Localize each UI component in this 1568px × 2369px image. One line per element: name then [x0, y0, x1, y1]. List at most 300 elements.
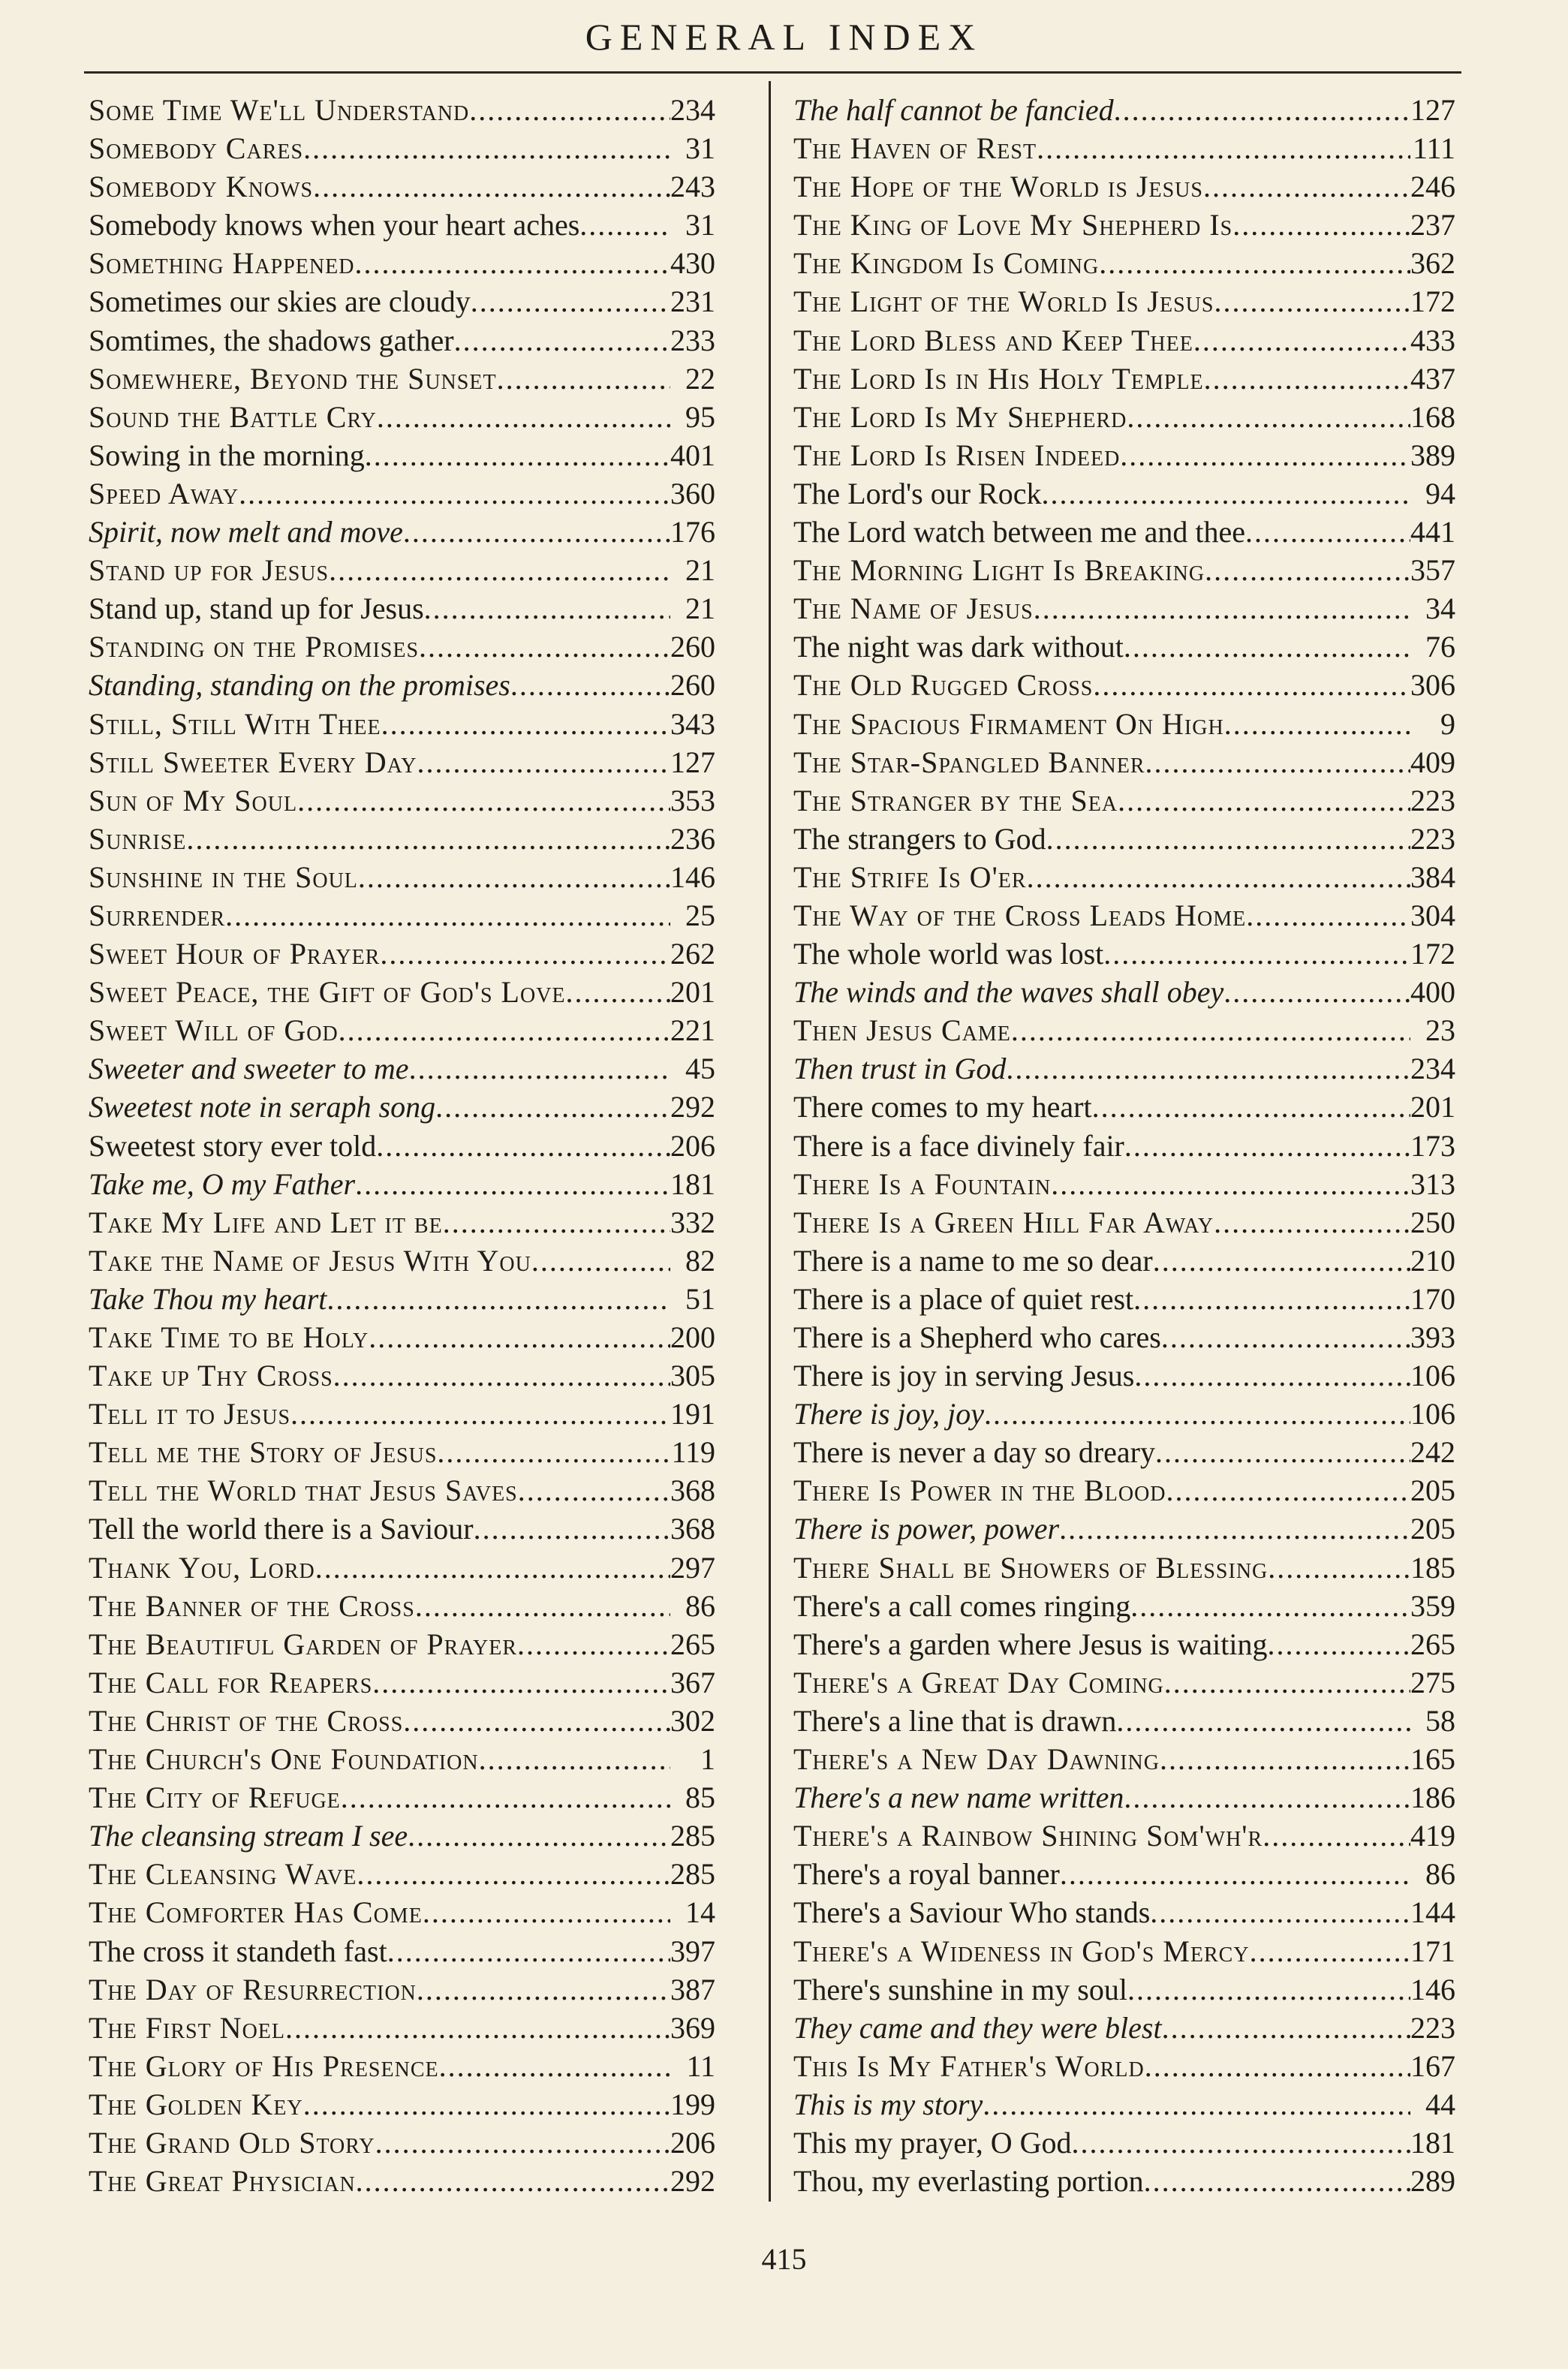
dot-leader [983, 2085, 1410, 2124]
entry-title: The Morning Light Is Breaking [793, 553, 1205, 588]
index-entry [89, 1127, 715, 1165]
entry-title: The Lord Is in His Holy Temple [793, 361, 1204, 396]
dot-leader [1124, 1127, 1410, 1165]
entry-title: Somebody Knows [89, 170, 314, 204]
index-entry [89, 1778, 715, 1817]
entry-title: There Is Power in the Blood [793, 1473, 1166, 1508]
entry-page-number: 31 [685, 208, 715, 242]
dot-leader [1232, 206, 1410, 244]
entry-page-number: 332 [670, 1205, 715, 1239]
dot-leader [1250, 1932, 1410, 1970]
entry-title: Take up Thy Cross [89, 1359, 333, 1393]
dot-leader [365, 436, 670, 474]
entry-title: The winds and the waves shall obey [793, 975, 1224, 1010]
index-entry [89, 1587, 715, 1625]
entry-page-number: 181 [670, 1166, 715, 1201]
dot-leader [1114, 91, 1410, 129]
dot-leader [1145, 743, 1410, 781]
index-entry [793, 1203, 1455, 1242]
entry-page-number: 21 [685, 591, 715, 626]
index-entry [89, 513, 715, 551]
index-entry [793, 2162, 1455, 2200]
index-entry [89, 282, 715, 321]
dot-leader [1060, 1855, 1410, 1893]
dot-leader [1205, 551, 1410, 589]
dot-leader [387, 1932, 670, 1970]
index-entry [793, 321, 1455, 360]
index-entry [793, 1510, 1455, 1548]
index-entry [793, 1855, 1455, 1893]
entry-title: There is a face divinely fair [793, 1128, 1124, 1163]
entry-page-number: 206 [670, 2125, 715, 2160]
index-entry [89, 398, 715, 436]
dot-leader [1268, 1549, 1410, 1587]
entry-page-number: 367 [670, 1665, 715, 1699]
entry-title: Sweet Peace, the Gift of God's Love [89, 975, 566, 1010]
entry-title: Sowing in the morning [89, 438, 365, 472]
index-entry [793, 1127, 1455, 1165]
entry-title: The King of Love My Shepherd Is [793, 208, 1233, 242]
dot-leader [1155, 1433, 1410, 1471]
entry-page-number: 146 [670, 859, 715, 894]
index-entry [89, 973, 715, 1011]
index-entry [793, 1280, 1455, 1318]
dot-leader [1103, 935, 1410, 973]
entry-title: Somebody knows when your heart aches [89, 208, 580, 242]
entry-page-number: 285 [670, 1819, 715, 1853]
entry-title: The Church's One Foundation [89, 1742, 479, 1777]
index-entry [793, 91, 1455, 129]
entry-title: The Way of the Cross Leads Home [793, 898, 1247, 932]
entry-title: This is my story [793, 2087, 983, 2121]
dot-leader [1161, 1318, 1410, 1356]
index-entry [89, 896, 715, 935]
entry-page-number: 86 [1425, 1857, 1455, 1892]
entry-page-number: 186 [1410, 1781, 1455, 1815]
dot-leader [1246, 896, 1410, 935]
dot-leader [408, 1817, 670, 1855]
dot-leader [1134, 1356, 1410, 1395]
entry-page-number: 200 [670, 1320, 715, 1354]
dot-leader [1164, 1663, 1410, 1702]
entry-title: The half cannot be fancied [793, 93, 1114, 127]
entry-page-number: 76 [1425, 630, 1455, 664]
index-entry [89, 1702, 715, 1740]
entry-page-number: 9 [1440, 706, 1455, 741]
dot-leader [474, 1510, 670, 1548]
entry-page-number: 119 [671, 1435, 715, 1470]
index-entry [793, 1011, 1455, 1049]
dot-leader [443, 1203, 670, 1242]
dot-leader [341, 1778, 670, 1817]
index-entry [793, 705, 1455, 743]
entry-title: Sunshine in the Soul [89, 859, 358, 894]
index-entry [793, 1625, 1455, 1663]
page-number: 415 [761, 2242, 807, 2276]
index-entry [89, 1549, 715, 1587]
index-entry [793, 666, 1455, 704]
entry-page-number: 82 [685, 1243, 715, 1278]
index-entry [793, 1702, 1455, 1740]
index-entry [89, 2047, 715, 2085]
entry-page-number: 231 [670, 284, 715, 319]
index-entry [793, 1242, 1455, 1280]
index-entry [793, 1049, 1455, 1088]
entry-title: The Lord Is My Shepherd [793, 399, 1127, 434]
index-column-right [793, 91, 1455, 2200]
dot-leader [479, 1740, 670, 1778]
entry-title: There is a name to me so dear [793, 1243, 1153, 1278]
entry-page-number: 242 [1410, 1435, 1455, 1470]
entry-page-number: 265 [670, 1627, 715, 1661]
entry-title: Tell the world there is a Saviour [89, 1512, 474, 1546]
index-entry [89, 781, 715, 820]
entry-page-number: 45 [685, 1052, 715, 1086]
dot-leader [1224, 705, 1410, 743]
entry-title: The Lord Bless and Keep Thee [793, 323, 1193, 357]
dot-leader [376, 1127, 670, 1165]
entry-page-number: 191 [670, 1397, 715, 1431]
entry-title: The cleansing stream I see [89, 1819, 408, 1853]
header-rule [84, 71, 1461, 74]
dot-leader [566, 973, 670, 1011]
dot-leader [437, 1433, 670, 1471]
entry-title: There's a Great Day Coming [793, 1665, 1164, 1699]
entry-title: Sweet Hour of Prayer [89, 937, 381, 971]
dot-leader [1150, 1893, 1410, 1931]
index-entry [793, 935, 1455, 973]
entry-title: Sweetest story ever told [89, 1128, 377, 1163]
index-entry [793, 1549, 1455, 1587]
entry-title: The Cleansing Wave [89, 1857, 357, 1892]
dot-leader [417, 743, 670, 781]
entry-page-number: 210 [1410, 1243, 1455, 1278]
entry-title: Stand up for Jesus [89, 553, 330, 588]
dot-leader [372, 1663, 670, 1702]
entry-page-number: 14 [685, 1895, 715, 1930]
entry-title: The cross it standeth fast [89, 1934, 387, 1968]
entry-page-number: 250 [1410, 1205, 1455, 1239]
entry-title: There's a new name written [793, 1781, 1124, 1815]
entry-title: There is a place of quiet rest [793, 1281, 1134, 1316]
entry-page-number: 223 [1410, 2010, 1455, 2045]
entry-page-number: 389 [1410, 438, 1455, 472]
entry-page-number: 359 [1410, 1588, 1455, 1623]
index-entry [89, 2085, 715, 2124]
entry-page-number: 127 [1410, 93, 1455, 127]
entry-title: The Spacious Firmament On High [793, 706, 1224, 741]
entry-page-number: 51 [685, 1281, 715, 1316]
entry-title: Stand up, stand up for Jesus [89, 591, 424, 626]
entry-page-number: 201 [1410, 1090, 1455, 1124]
index-entry [793, 1587, 1455, 1625]
dot-leader [1099, 244, 1410, 282]
entry-page-number: 58 [1425, 1703, 1455, 1738]
entry-title: There is a Shepherd who cares [793, 1320, 1161, 1354]
entry-title: Sometimes our skies are cloudy [89, 284, 471, 319]
index-entry [89, 1510, 715, 1548]
dot-leader [1059, 1510, 1410, 1548]
index-entry [89, 705, 715, 743]
entry-page-number: 360 [670, 476, 715, 510]
entry-page-number: 22 [685, 361, 715, 396]
entry-page-number: 246 [1410, 170, 1455, 204]
dot-leader [1118, 781, 1410, 820]
dot-leader [510, 666, 670, 704]
entry-title: There comes to my heart [793, 1090, 1092, 1124]
index-entry [793, 1893, 1455, 1931]
dot-leader [329, 551, 670, 589]
index-entry [89, 858, 715, 896]
entry-page-number: 292 [670, 2164, 715, 2199]
entry-title: Still Sweeter Every Day [89, 745, 417, 779]
entry-page-number: 223 [1410, 821, 1455, 856]
index-entry [793, 1088, 1455, 1126]
dot-leader [380, 935, 670, 973]
index-entry [89, 2124, 715, 2162]
entry-title: There's a call comes ringing [793, 1588, 1131, 1623]
index-entry [793, 474, 1455, 513]
index-entry [793, 167, 1455, 206]
index-entry [793, 129, 1455, 167]
entry-page-number: 343 [670, 706, 715, 741]
dot-leader [1034, 589, 1410, 628]
entry-page-number: 170 [1410, 1281, 1455, 1316]
entry-title: The City of Refuge [89, 1781, 341, 1815]
entry-page-number: 292 [670, 1090, 715, 1124]
entry-title: Surrender [89, 898, 226, 932]
entry-title: There's a Saviour Who stands [793, 1895, 1151, 1930]
entry-title: There's a New Day Dawning [793, 1742, 1160, 1777]
entry-page-number: 400 [1410, 975, 1455, 1010]
entry-page-number: 199 [670, 2087, 715, 2121]
entry-page-number: 86 [685, 1588, 715, 1623]
index-entry [793, 628, 1455, 666]
dot-leader [469, 91, 670, 129]
dot-leader [285, 2009, 670, 2047]
index-entry [89, 1049, 715, 1088]
dot-leader [403, 1702, 670, 1740]
entry-title: They came and they were blest [793, 2010, 1162, 2045]
entry-page-number: 260 [670, 630, 715, 664]
entry-page-number: 401 [670, 438, 715, 472]
entry-page-number: 237 [1410, 208, 1455, 242]
entry-title: The Haven of Rest [793, 131, 1037, 166]
index-entry [89, 1242, 715, 1280]
entry-title: There's a garden where Jesus is waiting [793, 1627, 1268, 1661]
dot-leader [375, 2124, 670, 2162]
entry-page-number: 167 [1410, 2048, 1455, 2083]
index-entry [89, 1893, 715, 1931]
entry-page-number: 205 [1410, 1473, 1455, 1508]
dot-leader [423, 1893, 670, 1931]
dot-leader [1166, 1471, 1410, 1510]
index-entry [89, 129, 715, 167]
dot-leader [1162, 2009, 1410, 2047]
index-entry [793, 2009, 1455, 2047]
entry-title: There Shall be Showers of Blessing [793, 1550, 1269, 1585]
entry-title: There is joy in serving Jesus [793, 1359, 1135, 1393]
dot-leader [377, 398, 670, 436]
entry-title: The Stranger by the Sea [793, 783, 1118, 817]
dot-leader [290, 1395, 670, 1433]
index-entry [89, 1855, 715, 1893]
index-entry [89, 666, 715, 704]
index-entry [793, 1395, 1455, 1433]
entry-title: Standing, standing on the promises [89, 668, 510, 703]
index-entry [89, 1817, 715, 1855]
entry-title: Speed Away [89, 476, 239, 510]
entry-page-number: 368 [670, 1512, 715, 1546]
index-column-left [89, 91, 715, 2200]
entry-title: The Strife Is O'er [793, 859, 1027, 894]
entry-title: The First Noel [89, 2010, 285, 2045]
index-entry [89, 1663, 715, 1702]
index-entry [793, 743, 1455, 781]
index-entry [89, 206, 715, 244]
dot-leader [1027, 858, 1410, 896]
dot-leader [403, 513, 670, 551]
index-entry [89, 743, 715, 781]
index-entry [89, 1318, 715, 1356]
dot-leader [435, 1088, 670, 1126]
index-entry [89, 589, 715, 628]
index-entry [89, 2009, 715, 2047]
entry-title: Take me, O my Father [89, 1166, 356, 1201]
entry-page-number: 165 [1410, 1742, 1455, 1777]
entry-title: Something Happened [89, 246, 355, 281]
dot-leader [225, 896, 670, 935]
dot-leader [439, 2047, 670, 2085]
entry-page-number: 430 [670, 246, 715, 281]
index-entry [793, 2085, 1455, 2124]
entry-page-number: 234 [670, 93, 715, 127]
index-entry [89, 1970, 715, 2009]
entry-page-number: 25 [685, 898, 715, 932]
dot-leader [381, 705, 670, 743]
entry-page-number: 441 [1410, 515, 1455, 549]
entry-page-number: 144 [1410, 1895, 1455, 1930]
entry-title: Somebody Cares [89, 131, 304, 166]
column-divider [769, 81, 771, 2202]
index-entry [89, 1471, 715, 1510]
entry-title: The whole world was lost [793, 937, 1104, 971]
dot-leader [358, 858, 670, 896]
entry-page-number: 289 [1410, 2164, 1455, 2199]
index-entry [793, 1970, 1455, 2009]
entry-title: Take Time to be Holy [89, 1320, 369, 1354]
dot-leader [1127, 1970, 1410, 2009]
entry-title: The strangers to God [793, 821, 1046, 856]
entry-page-number: 171 [1410, 1934, 1455, 1968]
entry-title: There's a royal banner [793, 1857, 1060, 1892]
entry-page-number: 172 [1410, 284, 1455, 319]
entry-page-number: 275 [1410, 1665, 1455, 1699]
dot-leader [1214, 282, 1410, 321]
entry-title: There Is a Green Hill Far Away [793, 1205, 1214, 1239]
entry-title: The night was dark without [793, 630, 1124, 664]
entry-title: There Is a Fountain [793, 1166, 1052, 1201]
entry-title: Then Jesus Came [793, 1013, 1011, 1048]
dot-leader [333, 1356, 670, 1395]
entry-page-number: 168 [1410, 399, 1455, 434]
entry-page-number: 106 [1410, 1397, 1455, 1431]
entry-page-number: 306 [1410, 668, 1455, 703]
entry-title: There's a line that is drawn [793, 1703, 1117, 1738]
entry-title: Thank You, Lord [89, 1550, 315, 1585]
entry-page-number: 297 [670, 1550, 715, 1585]
entry-page-number: 95 [685, 399, 715, 434]
entry-page-number: 362 [1410, 246, 1455, 281]
dot-leader [313, 167, 670, 206]
dot-leader [356, 2162, 670, 2200]
entry-page-number: 260 [670, 668, 715, 703]
dot-leader [1203, 167, 1410, 206]
index-entry [793, 1318, 1455, 1356]
entry-title: Some Time We'll Understand [89, 93, 470, 127]
entry-title: The Light of the World Is Jesus [793, 284, 1214, 319]
entry-title: Tell it to Jesus [89, 1397, 291, 1431]
entry-title: There is joy, joy [793, 1397, 985, 1431]
index-entry [89, 436, 715, 474]
dot-leader [1133, 1280, 1410, 1318]
index-entry [89, 167, 715, 206]
entry-page-number: 368 [670, 1473, 715, 1508]
entry-title: The Kingdom Is Coming [793, 246, 1100, 281]
entry-title: Take the Name of Jesus With You [89, 1243, 531, 1278]
entry-title: This my prayer, O God [793, 2125, 1072, 2160]
entry-title: Somewhere, Beyond the Sunset [89, 361, 497, 396]
entry-title: Then trust in God [793, 1052, 1007, 1086]
dot-leader [327, 1280, 670, 1318]
dot-leader [1124, 628, 1410, 666]
entry-title: Still, Still With Thee [89, 706, 381, 741]
index-entry [89, 551, 715, 589]
entry-title: The Name of Jesus [793, 591, 1034, 626]
entry-page-number: 369 [670, 2010, 715, 2045]
index-entry [89, 1011, 715, 1049]
index-entry [793, 436, 1455, 474]
entry-title: Sweet Will of God [89, 1013, 339, 1048]
dot-leader [339, 1011, 670, 1049]
entry-title: The Great Physician [89, 2164, 356, 2199]
index-entry [89, 1203, 715, 1242]
index-entry [793, 589, 1455, 628]
dot-leader [415, 1587, 670, 1625]
entry-title: The Day of Resurrection [89, 1972, 417, 2006]
entry-page-number: 127 [670, 745, 715, 779]
index-entry [89, 474, 715, 513]
index-entry [793, 244, 1455, 282]
index-entry [89, 1356, 715, 1395]
entry-title: Thou, my everlasting portion [793, 2164, 1144, 2199]
index-entry [793, 1433, 1455, 1471]
entry-title: There's a Wideness in God's Mercy [793, 1934, 1250, 1968]
entry-page-number: 384 [1410, 859, 1455, 894]
dot-leader [518, 1471, 670, 1510]
entry-title: Sun of My Soul [89, 783, 298, 817]
entry-page-number: 397 [670, 1934, 715, 1968]
dot-leader [517, 1625, 670, 1663]
entry-title: The Comforter Has Come [89, 1895, 423, 1930]
entry-title: The Glory of His Presence [89, 2048, 439, 2083]
index-entry [793, 1471, 1455, 1510]
index-entry [89, 820, 715, 858]
dot-leader [303, 129, 670, 167]
dot-leader [297, 781, 670, 820]
dot-leader [1116, 1702, 1410, 1740]
index-entry [89, 360, 715, 398]
